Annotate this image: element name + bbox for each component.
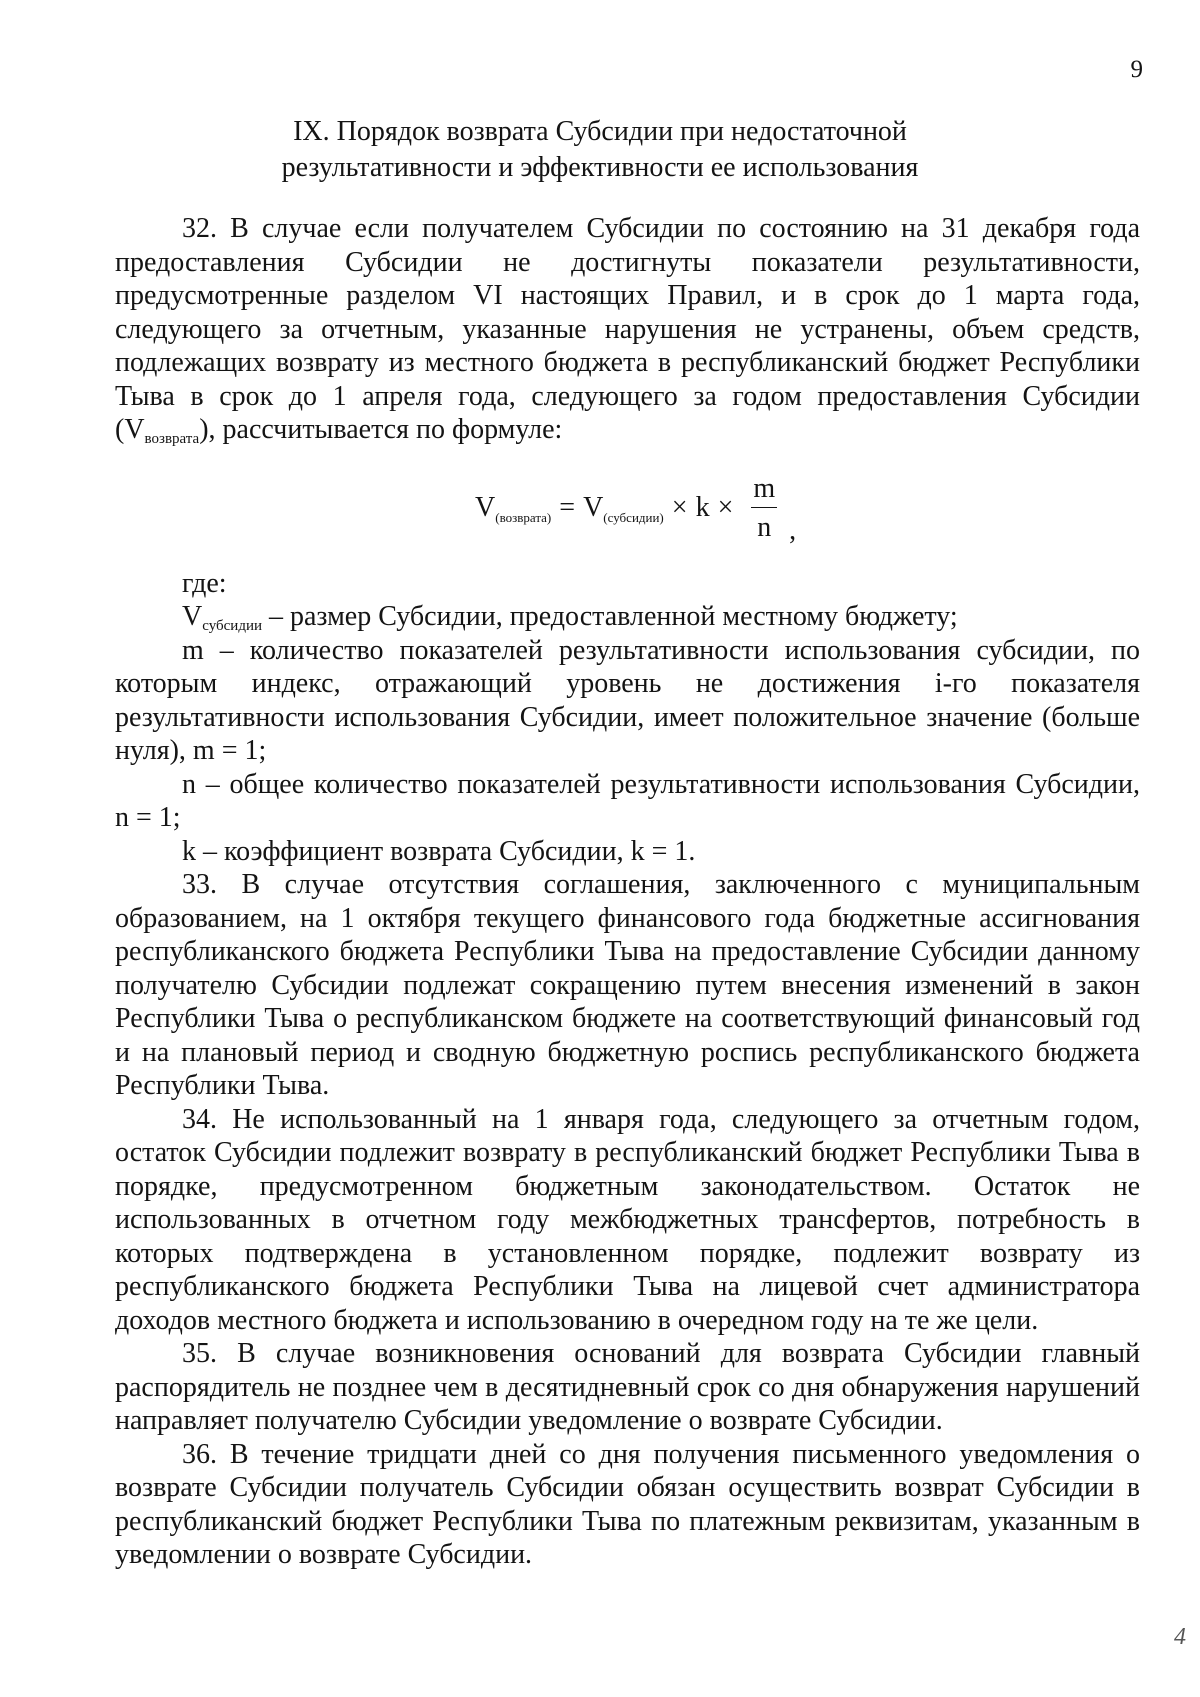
paragraph-32-text-end: ), рассчитывается по формуле: xyxy=(199,414,563,445)
definition-v-subscript: субсидии xyxy=(202,618,262,634)
section-heading-line-1: IX. Порядок возврата Субсидии при недостаточной xyxy=(293,116,907,147)
corner-mark: 4 xyxy=(1174,1624,1186,1650)
formula-denominator: n xyxy=(757,511,772,543)
formula-times-1: × xyxy=(671,492,688,524)
definition-m: m – количество показателей результативности использования субсидии, по которым индекс, отражающий уровень не достижения i-го показателя результативности использования Субсидии, имеет положительное значение (больше нуля), m = 1; xyxy=(115,634,1140,766)
paragraph-32 xyxy=(115,212,1140,447)
definition-v-text: – размер Субсидии, предоставленной местному бюджету; xyxy=(262,601,958,632)
paragraph-35: 35. В случае возникновения оснований для возврата Субсидии главный распорядитель не позднее чем в десятидневный срок со дня обнаружения нарушений направляет получателю Субсидии уведомление о возврате Субсидии. xyxy=(115,1338,1140,1436)
paragraph-32-subscript: возврата xyxy=(144,431,200,447)
formula-comma: , xyxy=(789,515,797,546)
definition-n: n – общее количество показателей результативности использования Субсидии, n = 1; xyxy=(115,768,1140,833)
formula-block xyxy=(115,447,1140,567)
page-number: 9 xyxy=(1130,56,1143,83)
formula-times-2: × xyxy=(717,492,734,524)
formula-fraction xyxy=(751,473,777,544)
formula-equals: = xyxy=(559,492,576,524)
section-heading-line-2: результативности и эффективности ее использования xyxy=(281,152,919,183)
formula-k: k xyxy=(695,492,710,524)
formula-rhs xyxy=(583,491,664,525)
formula-lhs-letter: V xyxy=(475,492,496,524)
definition-v-letter: V xyxy=(182,601,203,632)
formula xyxy=(475,473,796,544)
formula-numerator: m xyxy=(751,473,777,508)
paragraph-32-text: 32. В случае если получателем Субсидии по состоянию на 31 декабря года предоставления Субсидии не достигнуты показатели результативности, предусмотренные разделом VI настоящих Правил, и в срок до 1 марта года, следующего за отчетным, указанные нарушения не устранены, объем средств, подлежащих возврату из местного бюджета в республиканский бюджет Республики Тыва в срок до 1 апреля года, следующего за годом предоставления Субсидии (V xyxy=(115,213,1140,445)
section-heading xyxy=(0,114,1200,186)
formula-lhs xyxy=(475,491,551,525)
definition-k: k – коэффициент возврата Субсидии, k = 1. xyxy=(182,835,696,867)
paragraph-34: 34. Не использованный на 1 января года, следующего за отчетным годом, остаток Субсидии подлежит возврату в республиканский бюджет Республики Тыва в порядке, предусмотренном бюджетным законодательством. Остаток не использованных в отчетном году межбюджетных трансфертов, потребность в которых подтверждена в установленном порядке, подлежит возврату из республиканского бюджета Республики Тыва на лицевой счет администратора доходов местного бюджета и использованию в очередном году на те же цели. xyxy=(115,1103,1140,1336)
definition-v xyxy=(115,600,1140,634)
formula-rhs-subscript: (субсидии) xyxy=(603,510,664,526)
formula-lhs-subscript: (возврата) xyxy=(495,510,552,526)
document-body xyxy=(115,212,1140,1572)
where-label: где: xyxy=(182,567,227,599)
paragraph-36: 36. В течение тридцати дней со дня получения письменного уведомления о возврате Субсидии получатель Субсидии обязан осуществить возврат Субсидии в республиканский бюджет Республики Тыва по платежным реквизитам, указанным в уведомлении о возврате Субсидии. xyxy=(115,1438,1140,1570)
formula-rhs-letter: V xyxy=(583,492,604,524)
paragraph-33: 33. В случае отсутствия соглашения, заключенного с муниципальным образованием, на 1 октября текущего финансового года бюджетные ассигнования республиканского бюджета Республики Тыва на предоставление Субсидии данному получателю Субсидии подлежат сокращению путем внесения изменений в закон Республики Тыва о республиканском бюджете на соответствующий финансовый год и на плановый период и сводную бюджетную роспись республиканского бюджета Республики Тыва. xyxy=(115,869,1140,1101)
